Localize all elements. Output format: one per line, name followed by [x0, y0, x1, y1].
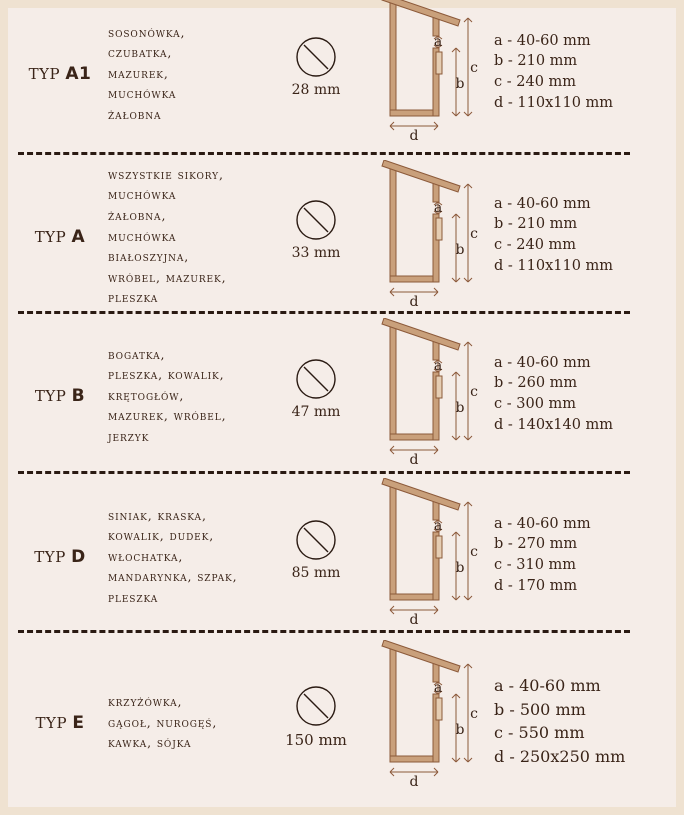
- type-letter: D: [71, 547, 86, 567]
- entrance-panel: [436, 52, 442, 74]
- bird-species-line: żałobna,: [108, 208, 167, 224]
- dimensions-list: [494, 194, 674, 276]
- dimension-b-arrow: [452, 214, 456, 218]
- dimension-d-arrow: [434, 610, 438, 614]
- bird-species-line: kawka, sójka: [108, 735, 192, 751]
- type-prefix: TYP: [34, 387, 67, 405]
- dimension-c-arrow: [468, 758, 472, 762]
- dimension-line: a - 40-60 mm: [494, 676, 601, 695]
- dimension-c-label: c: [470, 226, 478, 242]
- dimension-b-arrow: [456, 112, 460, 116]
- type-letter: E: [72, 713, 85, 733]
- bird-species-line: wróbel, mazurek,: [108, 269, 227, 285]
- dimension-line: c - 240 mm: [494, 236, 577, 253]
- dimension-c-label: c: [470, 60, 478, 76]
- type-letter: A: [71, 227, 86, 247]
- entrance-hole: [280, 36, 352, 98]
- entrance-panel: [436, 698, 442, 720]
- type-label: [20, 547, 100, 567]
- dimension-a-label: a: [433, 200, 443, 216]
- entrance-hole: [280, 199, 352, 261]
- type-letter: A1: [65, 64, 92, 84]
- back-wall: [390, 166, 396, 282]
- dimension-d-arrow: [390, 446, 394, 450]
- dimension-c-arrow: [468, 184, 472, 188]
- dimension-d-arrow: [434, 122, 438, 126]
- bird-species-line: bogatka,: [108, 346, 166, 362]
- bird-species-list: [108, 692, 278, 754]
- dimension-line: b - 500 mm: [494, 699, 586, 719]
- dimension-d-arrow: [434, 126, 438, 130]
- dimension-c-arrow: [468, 596, 472, 600]
- bird-species-list: [108, 506, 278, 609]
- dimensions-list: [494, 674, 674, 768]
- dimension-b-arrow: [456, 532, 460, 536]
- dimensions-list: [494, 514, 674, 596]
- diameter-slash: [304, 45, 328, 69]
- dimension-a-label: a: [433, 680, 443, 696]
- dimensions-list: [494, 353, 674, 435]
- dimension-d-arrow: [434, 606, 438, 610]
- diameter-slash: [304, 528, 328, 552]
- dimension-line: b - 210 mm: [494, 53, 578, 70]
- type-letter: B: [71, 386, 86, 406]
- dimension-d-arrow: [434, 288, 438, 292]
- back-wall: [390, 484, 396, 600]
- dimension-b-arrow: [452, 436, 456, 440]
- entrance-panel: [436, 536, 442, 558]
- bird-species-line: krzyżówka,: [108, 694, 183, 710]
- dimension-b-arrow: [452, 48, 456, 52]
- dimension-c-arrow: [468, 664, 472, 668]
- type-row: [0, 318, 684, 478]
- dimension-d-arrow: [434, 292, 438, 296]
- floor-board: [390, 756, 438, 762]
- diameter-icon: [295, 358, 337, 400]
- type-row: [0, 478, 684, 640]
- bird-species-line: czubatka,: [108, 45, 173, 61]
- hole-diameter: 85 mm: [291, 565, 341, 581]
- dimension-b-arrow: [456, 278, 460, 282]
- bird-species-line: włochatka,: [108, 548, 184, 564]
- entrance-panel: [436, 376, 442, 398]
- dimension-b-arrow: [456, 436, 460, 440]
- dimension-b-arrow: [456, 372, 460, 376]
- dimension-d-arrow: [434, 450, 438, 454]
- dimension-b-arrow: [456, 214, 460, 218]
- dimension-c-arrow: [468, 436, 472, 440]
- diameter-slash: [304, 694, 328, 718]
- dimension-d-arrow: [434, 446, 438, 450]
- dimension-b-arrow: [452, 694, 456, 698]
- dimension-line: a - 40-60 mm: [494, 515, 591, 532]
- row-separator: [18, 152, 630, 155]
- dimension-b-arrow: [456, 48, 460, 52]
- bird-species-list: [108, 345, 278, 448]
- dimension-line: c - 300 mm: [494, 395, 577, 412]
- entrance-hole: [280, 519, 352, 581]
- dimensions-list: [494, 31, 674, 113]
- type-prefix: TYP: [28, 65, 61, 83]
- dimension-c-arrow: [464, 278, 468, 282]
- dimension-b-arrow: [452, 596, 456, 600]
- dimension-c-arrow: [464, 18, 468, 22]
- dimension-line: c - 310 mm: [494, 556, 577, 573]
- dimension-b-arrow: [456, 758, 460, 762]
- row-separator: [18, 471, 630, 474]
- dimension-b-label: b: [455, 560, 465, 576]
- dimension-b-arrow: [452, 372, 456, 376]
- birdhouse-diagram: [376, 160, 486, 320]
- dimension-line: d - 250x250 mm: [494, 746, 626, 766]
- bird-species-line: muchówka: [108, 228, 177, 244]
- bird-species-line: krętogłów,: [108, 387, 185, 403]
- dimension-b-arrow: [456, 694, 460, 698]
- bird-species-line: pleszka: [108, 290, 159, 306]
- row-separator: [18, 630, 630, 633]
- dimension-c-arrow: [468, 502, 472, 506]
- dimension-b-arrow: [456, 596, 460, 600]
- hole-diameter: 33 mm: [291, 245, 341, 261]
- bird-species-list: [108, 165, 278, 309]
- dimension-d-label: d: [409, 774, 419, 790]
- dimension-d-arrow: [390, 768, 394, 772]
- bird-species-line: jerzyk: [108, 428, 150, 444]
- dimension-c-arrow: [468, 278, 472, 282]
- entrance-hole: [280, 685, 352, 749]
- dimension-b-arrow: [452, 278, 456, 282]
- birdhouse-diagram: [376, 640, 486, 800]
- dimension-c-arrow: [464, 664, 468, 668]
- back-wall: [390, 324, 396, 440]
- dimension-b-label: b: [455, 400, 465, 416]
- entrance-panel: [436, 218, 442, 240]
- dimension-line: a - 40-60 mm: [494, 32, 591, 49]
- dimension-d-label: d: [409, 452, 419, 468]
- dimension-a-label: a: [433, 358, 443, 374]
- dimension-d-label: d: [409, 612, 419, 628]
- floor-board: [390, 276, 438, 282]
- diameter-slash: [304, 367, 328, 391]
- dimension-c-arrow: [464, 758, 468, 762]
- birdhouse-drawing: [376, 318, 486, 478]
- type-row: [0, 160, 684, 318]
- type-prefix: TYP: [34, 548, 66, 566]
- dimension-c-arrow: [464, 596, 468, 600]
- type-label: [20, 713, 100, 733]
- dimension-c-label: c: [470, 384, 478, 400]
- dimension-c-arrow: [464, 502, 468, 506]
- dimension-c-arrow: [468, 112, 472, 116]
- dimension-d-arrow: [434, 772, 438, 776]
- dimension-c-arrow: [464, 184, 468, 188]
- type-label: [20, 227, 100, 247]
- floor-board: [390, 110, 438, 116]
- bird-species-line: białoszyjna,: [108, 249, 190, 265]
- diameter-icon: [295, 685, 337, 727]
- bird-species-line: sosonówka,: [108, 24, 186, 40]
- dimension-c-arrow: [468, 342, 472, 346]
- dimension-line: b - 270 mm: [494, 536, 578, 553]
- dimension-d-arrow: [390, 610, 394, 614]
- birdhouse-drawing: [376, 0, 486, 154]
- bird-species-line: mandarynka, szpak,: [108, 569, 238, 585]
- dimension-d-label: d: [409, 294, 419, 310]
- dimension-line: d - 110x110 mm: [494, 257, 614, 274]
- dimension-d-arrow: [390, 450, 394, 454]
- dimension-line: a - 40-60 mm: [494, 354, 591, 371]
- dimension-c-arrow: [468, 18, 472, 22]
- dimension-b-arrow: [452, 532, 456, 536]
- dimension-line: d - 140x140 mm: [494, 416, 614, 433]
- dimension-line: c - 550 mm: [494, 723, 585, 742]
- type-row: [0, 640, 684, 810]
- type-label: [20, 64, 100, 84]
- dimension-c-arrow: [464, 342, 468, 346]
- back-wall: [390, 0, 396, 116]
- dimension-d-arrow: [390, 772, 394, 776]
- dimension-line: b - 260 mm: [494, 375, 578, 392]
- dimension-a-label: a: [433, 518, 443, 534]
- bird-species-line: wszystkie sikory,: [108, 166, 224, 182]
- floor-board: [390, 434, 438, 440]
- dimension-c-label: c: [470, 706, 478, 722]
- type-prefix: TYP: [34, 228, 67, 246]
- hole-diameter: 150 mm: [285, 731, 347, 749]
- dimension-b-label: b: [455, 242, 465, 258]
- bird-species-list: [108, 23, 278, 126]
- dimension-b-arrow: [452, 112, 456, 116]
- row-separator: [18, 311, 630, 314]
- dimension-line: a - 40-60 mm: [494, 195, 591, 212]
- dimension-a-label: a: [433, 34, 443, 50]
- bird-species-line: muchówka: [108, 86, 177, 102]
- diameter-slash: [304, 208, 328, 232]
- bird-species-line: kowalik, dudek,: [108, 528, 215, 544]
- dimension-line: d - 110x110 mm: [494, 94, 614, 111]
- bird-species-line: siniak, kraska,: [108, 507, 207, 523]
- birdhouse-drawing: [376, 640, 486, 800]
- dimension-d-arrow: [390, 122, 394, 126]
- dimension-line: b - 210 mm: [494, 216, 578, 233]
- dimension-d-arrow: [390, 606, 394, 610]
- dimension-c-label: c: [470, 544, 478, 560]
- dimension-c-arrow: [464, 436, 468, 440]
- entrance-hole: [280, 358, 352, 420]
- type-label: [20, 386, 100, 406]
- dimension-d-arrow: [390, 292, 394, 296]
- bird-species-line: mazurek,: [108, 65, 169, 81]
- diameter-icon: [295, 519, 337, 561]
- back-wall: [390, 646, 396, 762]
- floor-board: [390, 594, 438, 600]
- birdhouse-diagram: [376, 318, 486, 478]
- bird-species-line: mazurek, wróbel,: [108, 408, 227, 424]
- dimension-d-arrow: [434, 768, 438, 772]
- dimension-d-arrow: [390, 126, 394, 130]
- diameter-icon: [295, 199, 337, 241]
- hole-diameter: 47 mm: [291, 404, 341, 420]
- birdhouse-diagram: [376, 0, 486, 154]
- dimension-d-label: d: [409, 128, 419, 144]
- dimension-line: c - 240 mm: [494, 73, 577, 90]
- bird-species-line: gągoł, nurogęś,: [108, 714, 218, 730]
- bird-species-line: pleszka, kowalik,: [108, 367, 225, 383]
- bird-species-line: pleszka: [108, 589, 159, 605]
- dimension-d-arrow: [390, 288, 394, 292]
- type-row: [0, 0, 684, 152]
- dimension-line: d - 170 mm: [494, 577, 578, 594]
- dimension-c-arrow: [464, 112, 468, 116]
- birdhouse-drawing: [376, 478, 486, 638]
- dimension-b-label: b: [455, 76, 465, 92]
- type-prefix: TYP: [35, 714, 68, 732]
- bird-species-line: muchówka: [108, 187, 177, 203]
- dimension-b-label: b: [455, 722, 465, 738]
- hole-diameter: 28 mm: [291, 82, 341, 98]
- diameter-icon: [295, 36, 337, 78]
- birdhouse-drawing: [376, 160, 486, 320]
- birdhouse-diagram: [376, 478, 486, 638]
- bird-species-line: żałobna: [108, 106, 162, 122]
- dimension-b-arrow: [452, 758, 456, 762]
